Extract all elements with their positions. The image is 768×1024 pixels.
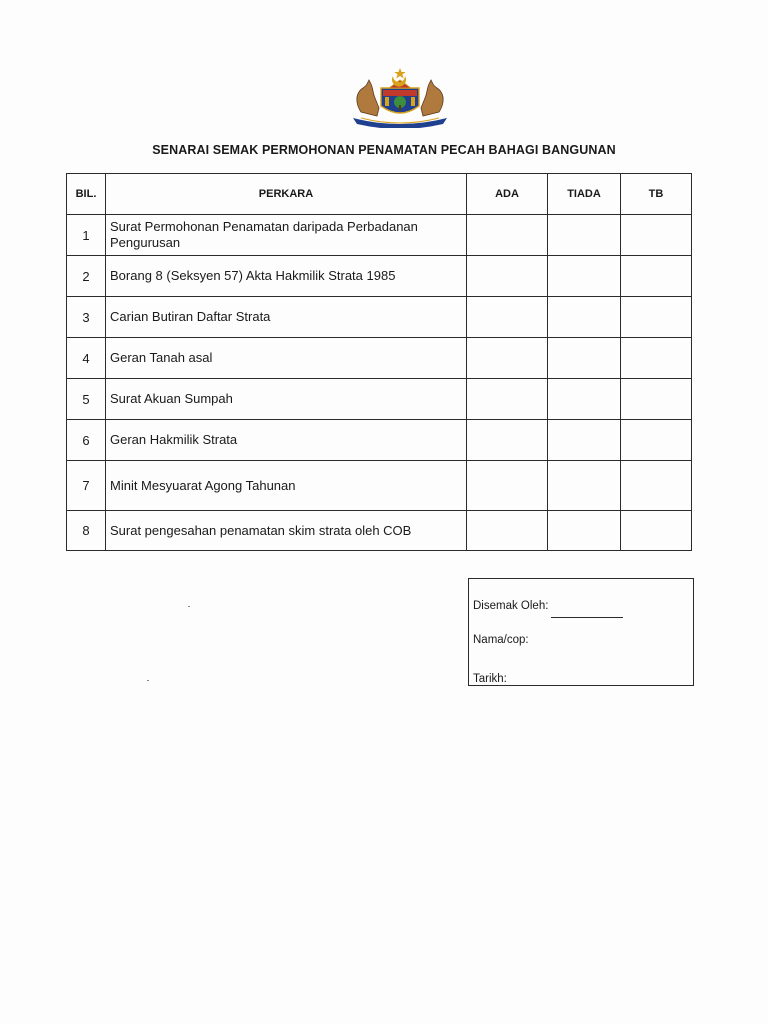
scan-speck bbox=[147, 680, 149, 681]
tiada-cell[interactable] bbox=[548, 461, 621, 511]
row-item: Geran Tanah asal bbox=[106, 338, 467, 379]
column-header-ada: ADA bbox=[467, 174, 548, 215]
column-header-perkara: PERKARA bbox=[106, 174, 467, 215]
table-row bbox=[67, 338, 692, 379]
row-item: Carian Butiran Daftar Strata bbox=[106, 297, 467, 338]
ada-cell[interactable] bbox=[467, 511, 548, 551]
tb-cell[interactable] bbox=[621, 338, 692, 379]
table-row bbox=[67, 379, 692, 420]
row-number: 1 bbox=[67, 215, 106, 256]
table-header-row bbox=[67, 174, 692, 215]
coat-of-arms-icon bbox=[343, 68, 457, 128]
row-number: 3 bbox=[67, 297, 106, 338]
tb-cell[interactable] bbox=[621, 420, 692, 461]
checked-by-label: Disemak Oleh: bbox=[473, 600, 549, 612]
row-number: 6 bbox=[67, 420, 106, 461]
ada-cell[interactable] bbox=[467, 461, 548, 511]
verification-box bbox=[468, 578, 694, 686]
row-number: 2 bbox=[67, 256, 106, 297]
table-row bbox=[67, 461, 692, 511]
ada-cell[interactable] bbox=[467, 256, 548, 297]
tiada-cell[interactable] bbox=[548, 511, 621, 551]
tiada-cell[interactable] bbox=[548, 256, 621, 297]
tiada-cell[interactable] bbox=[548, 215, 621, 256]
tb-cell[interactable] bbox=[621, 256, 692, 297]
row-number: 4 bbox=[67, 338, 106, 379]
row-item: Surat Akuan Sumpah bbox=[106, 379, 467, 420]
row-item: Surat Permohonan Penamatan daripada Perbadanan Pengurusan bbox=[106, 215, 467, 256]
column-header-tiada: TIADA bbox=[548, 174, 621, 215]
row-item: Minit Mesyuarat Agong Tahunan bbox=[106, 461, 467, 511]
tb-cell[interactable] bbox=[621, 379, 692, 420]
table-row bbox=[67, 420, 692, 461]
ada-cell[interactable] bbox=[467, 420, 548, 461]
tiada-cell[interactable] bbox=[548, 420, 621, 461]
row-number: 8 bbox=[67, 511, 106, 551]
tb-cell[interactable] bbox=[621, 297, 692, 338]
table-row bbox=[67, 297, 692, 338]
ada-cell[interactable] bbox=[467, 338, 548, 379]
tiada-cell[interactable] bbox=[548, 338, 621, 379]
tiada-cell[interactable] bbox=[548, 379, 621, 420]
tiada-cell[interactable] bbox=[548, 297, 621, 338]
row-number: 7 bbox=[67, 461, 106, 511]
row-number: 5 bbox=[67, 379, 106, 420]
table-row bbox=[67, 256, 692, 297]
tb-cell[interactable] bbox=[621, 215, 692, 256]
tb-cell[interactable] bbox=[621, 461, 692, 511]
row-item: Geran Hakmilik Strata bbox=[106, 420, 467, 461]
column-header-bil: BIL. bbox=[67, 174, 106, 215]
ada-cell[interactable] bbox=[467, 215, 548, 256]
row-item: Surat pengesahan penamatan skim strata oleh COB bbox=[106, 511, 467, 551]
checklist-table bbox=[66, 173, 692, 551]
document-title: SENARAI SEMAK PERMOHONAN PENAMATAN PECAH BAHAGI BANGUNAN bbox=[152, 143, 616, 157]
ada-cell[interactable] bbox=[467, 297, 548, 338]
signature-line[interactable] bbox=[551, 617, 623, 618]
table-row bbox=[67, 511, 692, 551]
ada-cell[interactable] bbox=[467, 379, 548, 420]
tb-cell[interactable] bbox=[621, 511, 692, 551]
scan-speck bbox=[188, 606, 190, 607]
column-header-tb: TB bbox=[621, 174, 692, 215]
name-stamp-label: Nama/cop: bbox=[473, 634, 529, 646]
row-item: Borang 8 (Seksyen 57) Akta Hakmilik Strata 1985 bbox=[106, 256, 467, 297]
table-row bbox=[67, 215, 692, 256]
date-label: Tarikh: bbox=[473, 673, 507, 685]
